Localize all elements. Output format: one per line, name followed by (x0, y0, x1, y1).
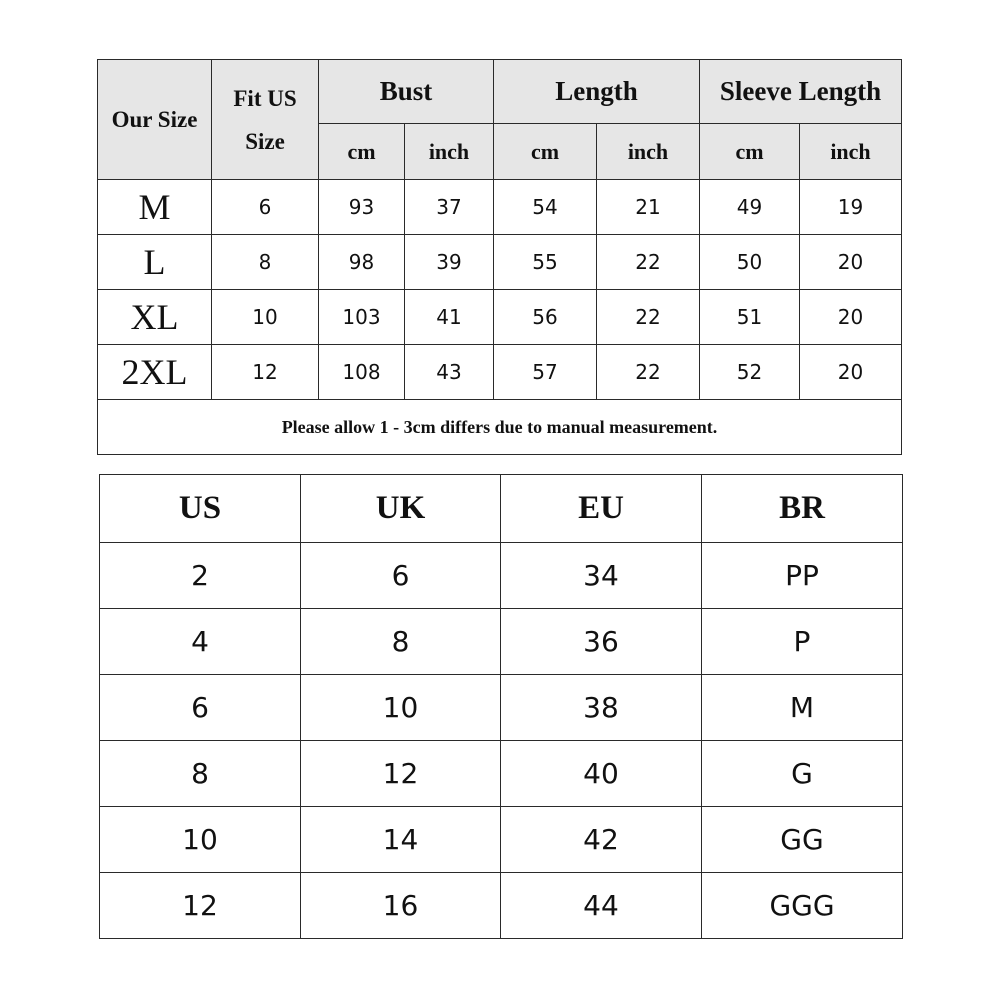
us-value: 6 (100, 675, 301, 741)
conversion-row (100, 873, 903, 939)
size-label: M (98, 180, 212, 235)
sleeve-inch-value: 20 (800, 235, 902, 290)
length-inch-value: 21 (597, 180, 700, 235)
br-value: GG (702, 807, 903, 873)
bust-cm-value: 103 (319, 290, 405, 345)
bust-inch-value: 37 (405, 180, 494, 235)
header-bust-cm: cm (319, 124, 405, 180)
us-value: 8 (100, 741, 301, 807)
fit-us-value: 10 (212, 290, 319, 345)
length-inch-value: 22 (597, 345, 700, 400)
conversion-row (100, 609, 903, 675)
header-sleeve-inch: inch (800, 124, 902, 180)
bust-cm-value: 93 (319, 180, 405, 235)
length-inch-value: 22 (597, 235, 700, 290)
uk-value: 10 (301, 675, 501, 741)
sleeve-cm-value: 50 (700, 235, 800, 290)
bust-inch-value: 39 (405, 235, 494, 290)
header-eu: EU (501, 475, 702, 543)
fit-us-value: 12 (212, 345, 319, 400)
eu-value: 44 (501, 873, 702, 939)
size-row-m (98, 180, 902, 235)
length-cm-value: 57 (494, 345, 597, 400)
size-conversion-table (99, 474, 903, 939)
header-bust: Bust (319, 60, 494, 124)
eu-value: 40 (501, 741, 702, 807)
eu-value: 42 (501, 807, 702, 873)
header-length: Length (494, 60, 700, 124)
sleeve-inch-value: 20 (800, 345, 902, 400)
bust-cm-value: 98 (319, 235, 405, 290)
header-br: BR (702, 475, 903, 543)
size-row-2xl (98, 345, 902, 400)
fit-us-value: 8 (212, 235, 319, 290)
br-value: GGG (702, 873, 903, 939)
header-bust-inch: inch (405, 124, 494, 180)
size-label: XL (98, 290, 212, 345)
eu-value: 36 (501, 609, 702, 675)
br-value: M (702, 675, 903, 741)
header-sleeve-length: Sleeve Length (700, 60, 902, 124)
header-uk: UK (301, 475, 501, 543)
us-value: 10 (100, 807, 301, 873)
conversion-row (100, 543, 903, 609)
size-chart-table (97, 59, 902, 455)
br-value: PP (702, 543, 903, 609)
sleeve-cm-value: 52 (700, 345, 800, 400)
bust-inch-value: 43 (405, 345, 494, 400)
bust-inch-value: 41 (405, 290, 494, 345)
uk-value: 12 (301, 741, 501, 807)
us-value: 12 (100, 873, 301, 939)
sleeve-cm-value: 49 (700, 180, 800, 235)
header-our-size: Our Size (98, 60, 212, 180)
uk-value: 6 (301, 543, 501, 609)
conversion-row (100, 675, 903, 741)
header-length-cm: cm (494, 124, 597, 180)
us-value: 2 (100, 543, 301, 609)
uk-value: 14 (301, 807, 501, 873)
measurement-note: Please allow 1 - 3cm differs due to manual measurement. (98, 400, 902, 455)
length-cm-value: 56 (494, 290, 597, 345)
us-value: 4 (100, 609, 301, 675)
eu-value: 34 (501, 543, 702, 609)
sleeve-inch-value: 20 (800, 290, 902, 345)
conversion-row (100, 807, 903, 873)
length-cm-value: 54 (494, 180, 597, 235)
br-value: P (702, 609, 903, 675)
header-us: US (100, 475, 301, 543)
length-inch-value: 22 (597, 290, 700, 345)
uk-value: 8 (301, 609, 501, 675)
size-label: 2XL (98, 345, 212, 400)
conversion-row (100, 741, 903, 807)
uk-value: 16 (301, 873, 501, 939)
length-cm-value: 55 (494, 235, 597, 290)
sleeve-cm-value: 51 (700, 290, 800, 345)
sleeve-inch-value: 19 (800, 180, 902, 235)
br-value: G (702, 741, 903, 807)
header-fit-us-size: Fit US Size (212, 60, 319, 180)
size-row-l (98, 235, 902, 290)
size-row-xl (98, 290, 902, 345)
fit-us-value: 6 (212, 180, 319, 235)
bust-cm-value: 108 (319, 345, 405, 400)
eu-value: 38 (501, 675, 702, 741)
header-sleeve-cm: cm (700, 124, 800, 180)
size-label: L (98, 235, 212, 290)
header-length-inch: inch (597, 124, 700, 180)
